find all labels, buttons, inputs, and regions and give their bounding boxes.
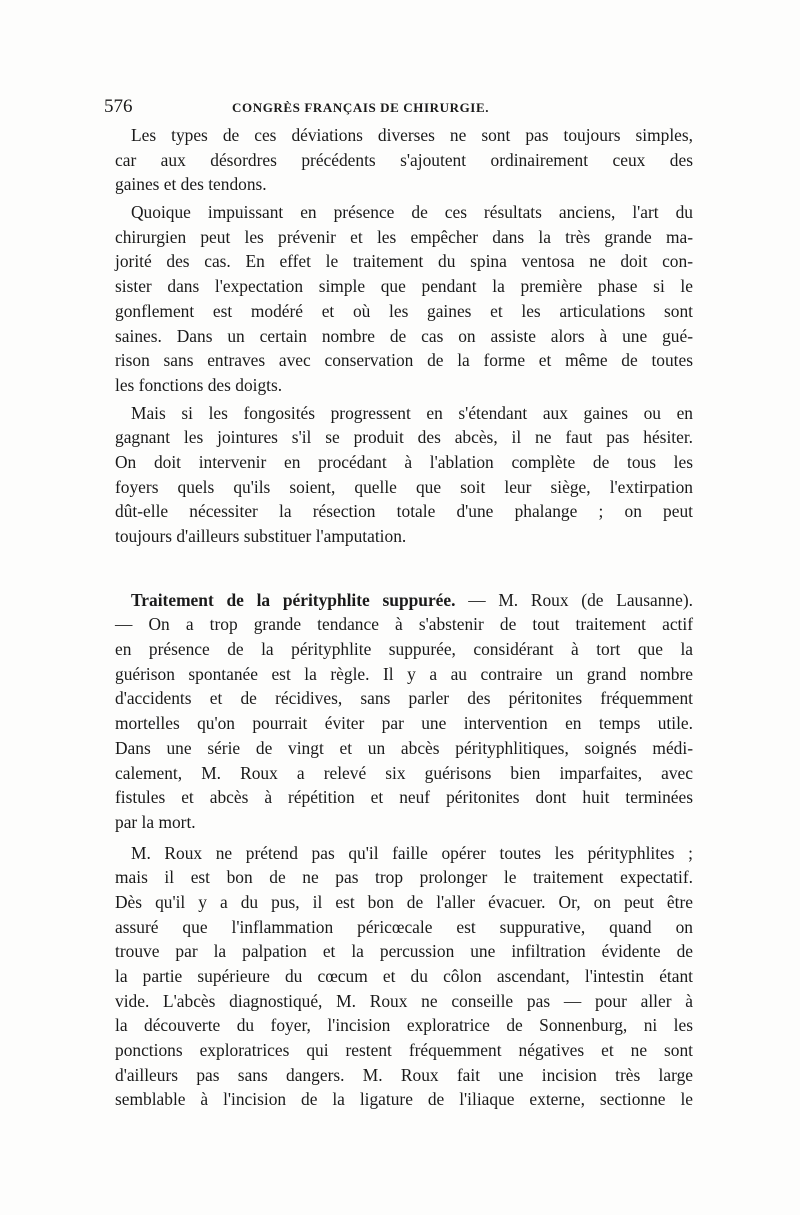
text-line: M. Roux ne prétend pas qu'il faille opérer toutes les pérityphlites ;: [131, 842, 693, 863]
text-line: rison sans entraves avec conservation de la forme et même de toutes: [115, 350, 693, 371]
page-body: [115, 123, 693, 1112]
text-line: en présence de la pérityphlite suppurée, considérant à tort que la: [115, 639, 693, 660]
text-line: Dans une série de vingt et un abcès pérityphlitiques, soignés médi-: [115, 737, 693, 758]
text-line: trouve par la palpation et la percussion une infiltration évidente de: [115, 941, 693, 962]
text-line: toujours d'ailleurs substituer l'amputation.: [115, 526, 407, 546]
section-heading-line: [115, 588, 693, 613]
text-line: chirurgien peut les prévenir et les empêcher dans la très grande ma-: [115, 226, 693, 247]
text-line: dût-elle nécessiter la résection totale d'une phalange ; on peut: [115, 501, 693, 522]
text-line: calement, M. Roux a relevé six guérisons bien imparfaites, avec: [115, 762, 693, 783]
paragraph: [115, 123, 693, 197]
page-number: 576: [104, 96, 133, 117]
text-line: Les types de ces déviations diverses ne sont pas toujours simples,: [131, 125, 693, 145]
text-line: guérison spontanée est la règle. Il y a au contraire un grand nombre: [115, 663, 693, 684]
text-line: gonflement est modéré et où les gaines et les articulations sont: [115, 300, 693, 321]
text-line: par la mort.: [115, 811, 196, 832]
text-line: la découverte du foyer, l'incision exploratrice de Sonnenburg, ni les: [115, 1015, 693, 1036]
text-line: mortelles qu'on pourrait éviter par une intervention en temps utile.: [115, 713, 693, 734]
text-line: les fonctions des doigts.: [115, 374, 283, 395]
text-line: semblable à l'incision de la ligature de l'iliaque externe, sectionne le: [115, 1089, 693, 1110]
text-line: Mais si les fongosités progressent en s'étendant aux gaines ou en: [131, 402, 693, 423]
text-line: foyers quels qu'ils soient, quelle que soit leur siège, l'extirpation: [115, 476, 693, 497]
text-line: vide. L'abcès diagnostiqué, M. Roux ne conseille pas — pour aller à: [115, 990, 693, 1011]
text-line: d'ailleurs pas sans dangers. M. Roux fait une incision très large: [115, 1064, 693, 1085]
text-line: gagnant les jointures s'il se produit des abcès, il ne faut pas hésiter.: [115, 427, 693, 448]
running-title: CONGRÈS FRANÇAIS DE CHIRURGIE.: [232, 100, 490, 115]
text-line: fistules et abcès à répétition et neuf péritonites dont huit terminées: [115, 787, 693, 808]
text-line: mais il est bon de ne pas trop prolonger le traitement expectatif.: [115, 867, 693, 888]
text-line: Quoique impuissant en présence de ces résultats anciens, l'art du: [131, 202, 693, 223]
paragraph: [115, 612, 693, 834]
page-header: [104, 96, 694, 120]
paragraph: [115, 841, 693, 1113]
text-line: On doit intervenir en procédant à l'ablation complète de tous les: [115, 451, 693, 472]
text-line: ponctions exploratrices qui restent fréquemment négatives et ne sont: [115, 1040, 693, 1061]
text-line: — On a trop grande tendance à s'abstenir de tout traitement actif: [115, 614, 693, 635]
text-line: assuré que l'inflammation péricœcale est suppurative, quand on: [115, 916, 693, 937]
text-line: saines. Dans un certain nombre de cas on assiste alors à une gué-: [115, 325, 693, 346]
section-heading: Traitement de la pérityphlite suppurée.: [131, 589, 456, 610]
paragraph: [115, 401, 693, 549]
text-line: jorité des cas. En effet le traitement du spina ventosa ne doit con-: [115, 251, 693, 272]
paragraph: [115, 200, 693, 398]
text-line: Dès qu'il y a du pus, il est bon de l'aller évacuer. Or, on peut être: [115, 891, 693, 912]
text-line: la partie supérieure du cœcum et du côlon ascendant, l'intestin étant: [115, 966, 693, 986]
text-line: sister dans l'expectation simple que pendant la première phase si le: [115, 276, 693, 297]
section-author: — M. Roux (de Lausanne).: [468, 589, 693, 610]
text-line: car aux désordres précédents s'ajoutent ordinairement ceux des: [115, 149, 693, 170]
text-line: d'accidents et de récidives, sans parler des péritonites fréquemment: [115, 688, 693, 709]
text-line: gaines et des tendons.: [115, 174, 267, 195]
